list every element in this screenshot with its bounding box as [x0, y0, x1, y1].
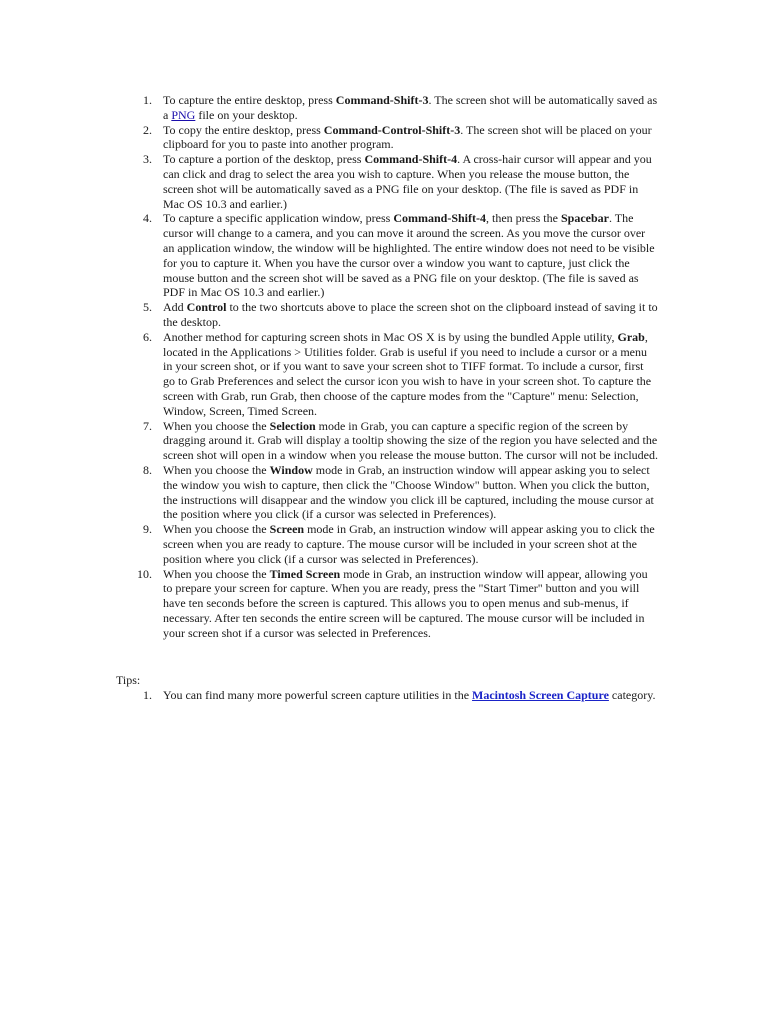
list-item — [118, 330, 658, 419]
item-text: When you choose the — [163, 418, 270, 433]
mode-bold: Screen — [269, 522, 305, 537]
list-number: 7. — [143, 418, 152, 433]
list-number: 1. — [143, 688, 152, 702]
item-text: Add — [163, 300, 187, 315]
item-text: When you choose the — [163, 566, 270, 581]
list-number: 2. — [143, 122, 152, 137]
item-text: To capture a portion of the desktop, press — [163, 152, 365, 167]
list-item — [118, 419, 658, 463]
item-text: You can find many more powerful screen capture utilities in the — [163, 688, 473, 702]
list-item — [118, 93, 658, 123]
list-item — [118, 567, 658, 641]
list-item — [118, 300, 658, 330]
item-text: file on your desktop. — [195, 107, 298, 122]
item-text: . The screen shot will be automatically saved as a — [163, 93, 658, 122]
shortcut-bold: Command-Control-Shift-3 — [323, 122, 461, 137]
list-number: 1. — [143, 93, 152, 107]
item-text: . The cursor will change to a camera, and you can move it around the screen. As you move the cursor over an application window, the window will be highlighted. The entire window does not need to be visible for you to capture it. When you have the cursor over a window you want to capture, just click the mouse button and the screen shot will be saved as a PNG file on your desktop. (The file is saved as PDF in Mac OS 10.3 and earlier.) — [163, 211, 655, 300]
item-text: mode in Grab, you can capture a specific region of the screen by dragging around it. Grab will display a tooltip showing the size of the region you have selected and the screen shot will open in a window when you release the mouse button. The cursor will not be included. — [163, 418, 658, 463]
shortcut-bold: Command-Shift-3 — [335, 93, 429, 107]
mode-bold: Timed Screen — [269, 566, 341, 581]
tips-list — [118, 688, 658, 703]
item-text: , located in the Applications > Utilities folder. Grab is useful if you need to include a cursor or a menu in your screen shot, or if you want to save your screen shot to TIFF format. To include a cursor, first go to Grab Preferences and select the cursor icon you wish to have in your screen shot. To capture the screen with Grab, run Grab, then choose of the capture modes from the "Capture" menu: Selection, Window, Screen, Timed Screen. — [163, 329, 652, 418]
mode-bold: Window — [269, 462, 313, 477]
list-item — [118, 463, 658, 522]
list-item — [118, 123, 658, 153]
item-text: mode in Grab, an instruction window will appear, allowing you to prepare your screen for capture. When you are ready, press the "Start Timer" button and you will have ten seconds before the screen is captured. This allows you to open menus and sub-menus, if necessary. After ten seconds the entire screen will be captured. The mouse cursor will be included in your screen shot if a cursor was selected in Preferences. — [163, 566, 648, 640]
tips-heading: Tips: — [116, 673, 141, 687]
list-number: 9. — [143, 522, 152, 537]
item-text: When you choose the — [163, 462, 270, 477]
key-bold: Control — [186, 300, 227, 315]
list-number: 6. — [143, 329, 152, 344]
list-number: 10. — [137, 566, 152, 581]
png-link[interactable]: PNG — [171, 107, 196, 122]
shortcut-bold: Command-Shift-4 — [393, 211, 486, 226]
item-text: To copy the entire desktop, press — [163, 122, 324, 137]
item-text: To capture the entire desktop, press — [163, 93, 336, 107]
item-text: mode in Grab, an instruction window will appear asking you to select the window you wish to capture, then click the "Choose Window" button. When you click the button, the instructions will disappear and the window you click ill be captured, including the mouse cursor at the position where you click (if a cursor was selected in Preferences). — [163, 462, 654, 522]
list-item — [118, 211, 658, 300]
list-number: 8. — [143, 462, 152, 477]
item-text: . The screen shot will be placed on your clipboard for you to paste into another program. — [163, 122, 652, 152]
item-text: to the two shortcuts above to place the screen shot on the clipboard instead of saving it to the desktop. — [163, 300, 658, 329]
macintosh-screen-capture-link[interactable]: Macintosh Screen Capture — [472, 688, 609, 702]
item-text: mode in Grab, an instruction window will appear asking you to click the screen when you are ready to capture. The mouse cursor will be included in your screen shot at the position where you click (if a cursor was selected in Preferences). — [163, 522, 655, 566]
item-text: Another method for capturing screen shots in Mac OS X is by using the bundled Apple utility, — [163, 329, 618, 344]
list-number: 5. — [143, 300, 152, 315]
item-text: . A cross-hair cursor will appear and you can click and drag to select the area you wish to capture. When you release the mouse button, the screen shot will be automatically saved as a PNG file on your desktop. (The file is saved as PDF in Mac OS 10.3 and earlier.) — [163, 152, 652, 211]
list-item — [118, 688, 658, 703]
list-item — [118, 522, 658, 566]
list-number: 3. — [143, 152, 152, 167]
app-name-bold: Grab — [617, 329, 645, 344]
list-item — [118, 152, 658, 211]
item-text: , then press the — [485, 211, 561, 226]
key-bold: Spacebar — [560, 211, 609, 226]
mode-bold: Selection — [269, 418, 316, 433]
instructions-list — [118, 93, 658, 640]
item-text: When you choose the — [163, 522, 270, 537]
item-text: category. — [608, 688, 656, 702]
item-text: To capture a specific application window, press — [163, 211, 394, 226]
shortcut-bold: Command-Shift-4 — [364, 152, 458, 167]
list-number: 4. — [143, 211, 152, 226]
